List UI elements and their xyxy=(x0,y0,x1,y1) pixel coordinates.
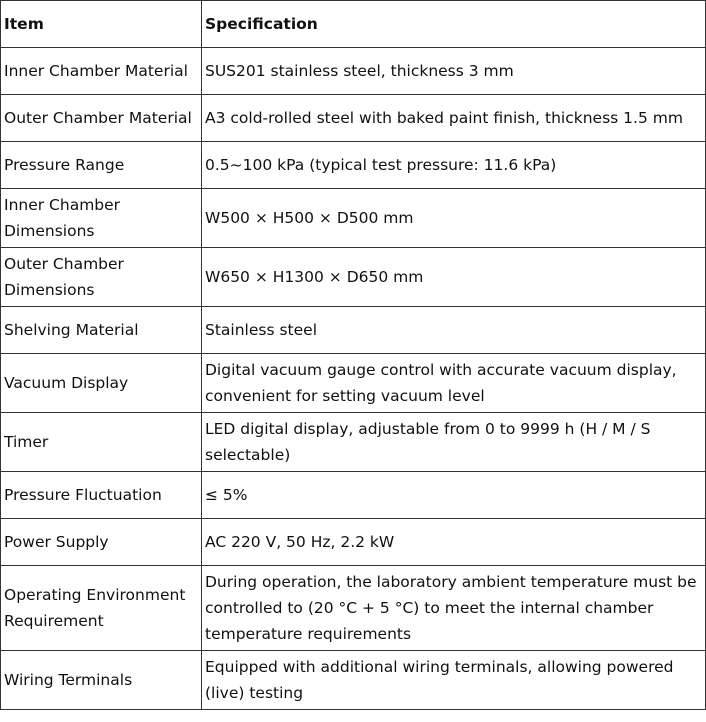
spec-cell: W500 × H500 × D500 mm xyxy=(202,189,706,248)
column-header-specification: Specification xyxy=(202,1,706,48)
item-cell: Inner Chamber Material xyxy=(1,48,202,95)
item-cell: Vacuum Display xyxy=(1,354,202,413)
item-cell: Pressure Range xyxy=(1,142,202,189)
item-cell: Outer Chamber Material xyxy=(1,95,202,142)
spec-cell: Equipped with additional wiring terminals, allowing powered (live) testing xyxy=(202,651,706,710)
spec-cell: AC 220 V, 50 Hz, 2.2 kW xyxy=(202,519,706,566)
spec-cell: Stainless steel xyxy=(202,307,706,354)
item-cell: Operating Environment Requirement xyxy=(1,566,202,651)
spec-cell: Digital vacuum gauge control with accurate vacuum display, convenient for setting vacuum level xyxy=(202,354,706,413)
table-row xyxy=(1,519,706,566)
spec-cell: SUS201 stainless steel, thickness 3 mm xyxy=(202,48,706,95)
table-row xyxy=(1,354,706,413)
spec-cell: ≤ 5% xyxy=(202,472,706,519)
item-cell: Outer Chamber Dimensions xyxy=(1,248,202,307)
item-cell: Inner Chamber Dimensions xyxy=(1,189,202,248)
spec-cell: 0.5~100 kPa (typical test pressure: 11.6 kPa) xyxy=(202,142,706,189)
column-header-item: Item xyxy=(1,1,202,48)
spec-cell: W650 × H1300 × D650 mm xyxy=(202,248,706,307)
table-row xyxy=(1,189,706,248)
table-row xyxy=(1,248,706,307)
spec-cell: A3 cold-rolled steel with baked paint finish, thickness 1.5 mm xyxy=(202,95,706,142)
table-row xyxy=(1,413,706,472)
table-row xyxy=(1,651,706,710)
table-row xyxy=(1,142,706,189)
spec-cell: LED digital display, adjustable from 0 to 9999 h (H / M / S selectable) xyxy=(202,413,706,472)
table-row xyxy=(1,48,706,95)
table-header-row xyxy=(1,1,706,48)
table-row xyxy=(1,472,706,519)
spec-cell: During operation, the laboratory ambient temperature must be controlled to (20 °C + 5 °C) to meet the internal chamber temperature requirements xyxy=(202,566,706,651)
table-row xyxy=(1,566,706,651)
item-cell: Pressure Fluctuation xyxy=(1,472,202,519)
table-row xyxy=(1,307,706,354)
table-row xyxy=(1,95,706,142)
item-cell: Wiring Terminals xyxy=(1,651,202,710)
item-cell: Shelving Material xyxy=(1,307,202,354)
item-cell: Timer xyxy=(1,413,202,472)
item-cell: Power Supply xyxy=(1,519,202,566)
